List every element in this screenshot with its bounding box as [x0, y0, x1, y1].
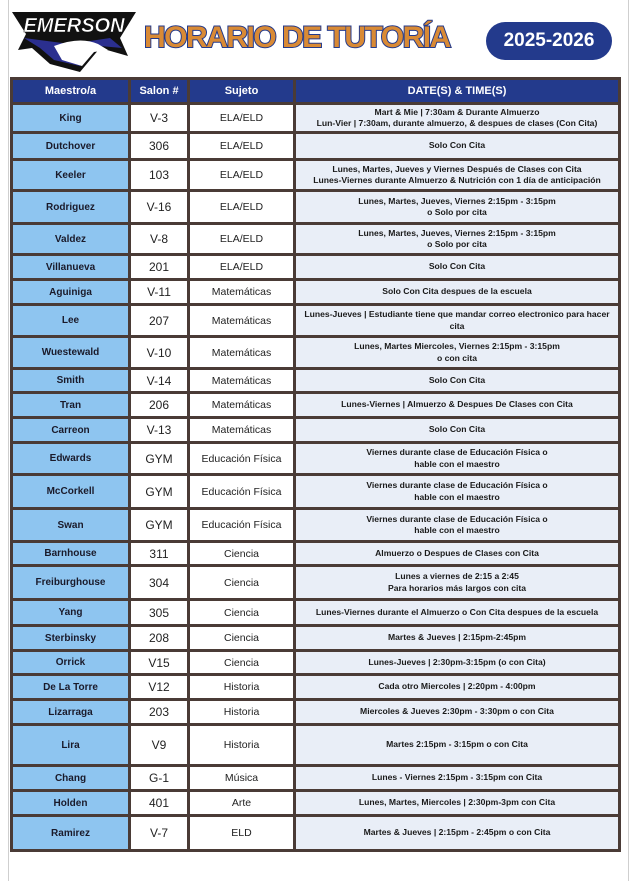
column-header-schedule: DATE(S) & TIME(S)	[295, 79, 620, 104]
table-row	[12, 700, 620, 725]
table-row	[12, 791, 620, 816]
schedule-cell: Viernes durante clase de Educación Física o hable con el maestro	[295, 509, 620, 542]
page-header	[0, 0, 631, 76]
teacher-cell: Carreon	[12, 418, 130, 443]
table-row	[12, 191, 620, 224]
room-cell: V-8	[130, 224, 189, 255]
schedule-cell: Lunes-Jueves | 2:30pm-3:15pm (o con Cita)	[295, 651, 620, 675]
table-header-row	[12, 79, 620, 104]
room-cell: V-16	[130, 191, 189, 224]
teacher-cell: Barnhouse	[12, 542, 130, 566]
schedule-cell: Cada otro Miercoles | 2:20pm - 4:00pm	[295, 675, 620, 700]
subject-cell: ELD	[189, 816, 295, 851]
room-cell: 206	[130, 393, 189, 418]
schedule-cell: Martes 2:15pm - 3:15pm o con Cita	[295, 725, 620, 766]
teacher-cell: King	[12, 104, 130, 133]
subject-cell: Educación Física	[189, 509, 295, 542]
table-row	[12, 104, 620, 133]
schedule-cell: Lunes-Jueves | Estudiante tiene que mandar correo electronico para hacer cita	[295, 305, 620, 337]
teacher-cell: Chang	[12, 766, 130, 791]
room-cell: V15	[130, 651, 189, 675]
schedule-cell: Viernes durante clase de Educación Física o hable con el maestro	[295, 475, 620, 509]
teacher-cell: Freiburghouse	[12, 566, 130, 600]
table-row	[12, 509, 620, 542]
room-cell: 304	[130, 566, 189, 600]
table-row	[12, 305, 620, 337]
subject-cell: Ciencia	[189, 600, 295, 626]
room-cell: V-14	[130, 369, 189, 393]
room-cell: V9	[130, 725, 189, 766]
teacher-cell: Orrick	[12, 651, 130, 675]
room-cell: V12	[130, 675, 189, 700]
room-cell: 306	[130, 133, 189, 160]
subject-cell: Ciencia	[189, 566, 295, 600]
subject-cell: Matemáticas	[189, 418, 295, 443]
schedule-cell: Solo Con Cita	[295, 418, 620, 443]
table-row	[12, 280, 620, 305]
schedule-cell: Lunes a viernes de 2:15 a 2:45 Para horarios más largos con cita	[295, 566, 620, 600]
teacher-cell: Sterbinsky	[12, 626, 130, 651]
room-cell: GYM	[130, 475, 189, 509]
teacher-cell: Swan	[12, 509, 130, 542]
room-cell: 401	[130, 791, 189, 816]
schedule-cell: Lunes-Viernes durante el Almuerzo o Con Cita despues de la escuela	[295, 600, 620, 626]
table-row	[12, 766, 620, 791]
room-cell: 103	[130, 160, 189, 191]
subject-cell: Ciencia	[189, 626, 295, 651]
subject-cell: Música	[189, 766, 295, 791]
schedule-cell: Lunes-Viernes | Almuerzo & Despues De Clases con Cita	[295, 393, 620, 418]
schedule-cell: Lunes, Martes Miercoles, Viernes 2:15pm - 3:15pm o con cita	[295, 337, 620, 369]
column-header-subject: Sujeto	[189, 79, 295, 104]
teacher-cell: De La Torre	[12, 675, 130, 700]
subject-cell: Educación Física	[189, 443, 295, 475]
subject-cell: Matemáticas	[189, 280, 295, 305]
subject-cell: Ciencia	[189, 542, 295, 566]
tutoring-schedule-table	[10, 77, 621, 852]
table-row	[12, 816, 620, 851]
table-row	[12, 369, 620, 393]
table-row	[12, 418, 620, 443]
room-cell: 203	[130, 700, 189, 725]
teacher-cell: Ramirez	[12, 816, 130, 851]
schedule-cell: Martes & Jueves | 2:15pm - 2:45pm o con Cita	[295, 816, 620, 851]
subject-cell: ELA/ELD	[189, 224, 295, 255]
page-title: HORARIO DE TUTORÍA	[144, 21, 450, 54]
subject-cell: ELA/ELD	[189, 255, 295, 280]
room-cell: 305	[130, 600, 189, 626]
teacher-cell: Smith	[12, 369, 130, 393]
table-row	[12, 542, 620, 566]
subject-cell: Matemáticas	[189, 369, 295, 393]
table-row	[12, 725, 620, 766]
table-row	[12, 443, 620, 475]
teacher-cell: Keeler	[12, 160, 130, 191]
schedule-cell: Almuerzo o Despues de Clases con Cita	[295, 542, 620, 566]
teacher-cell: Villanueva	[12, 255, 130, 280]
room-cell: V-3	[130, 104, 189, 133]
room-cell: 208	[130, 626, 189, 651]
subject-cell: Arte	[189, 791, 295, 816]
schedule-cell: Lunes, Martes, Miercoles | 2:30pm-3pm con Cita	[295, 791, 620, 816]
subject-cell: Ciencia	[189, 651, 295, 675]
column-header-room: Salon #	[130, 79, 189, 104]
teacher-cell: Valdez	[12, 224, 130, 255]
teacher-cell: Wuestewald	[12, 337, 130, 369]
table-row	[12, 651, 620, 675]
table-row	[12, 133, 620, 160]
teacher-cell: Lira	[12, 725, 130, 766]
room-cell: 207	[130, 305, 189, 337]
subject-cell: Matemáticas	[189, 393, 295, 418]
emerson-eagle-logo	[10, 8, 138, 74]
schedule-cell: Solo Con Cita	[295, 369, 620, 393]
teacher-cell: Edwards	[12, 443, 130, 475]
room-cell: V-11	[130, 280, 189, 305]
room-cell: 311	[130, 542, 189, 566]
column-header-teacher: Maestro/a	[12, 79, 130, 104]
svg-text:EMERSON: EMERSON	[23, 15, 125, 37]
table-row	[12, 675, 620, 700]
schedule-cell: Solo Con Cita	[295, 255, 620, 280]
subject-cell: ELA/ELD	[189, 160, 295, 191]
subject-cell: Matemáticas	[189, 337, 295, 369]
schedule-cell: Lunes - Viernes 2:15pm - 3:15pm con Cita	[295, 766, 620, 791]
teacher-cell: Dutchover	[12, 133, 130, 160]
table-row	[12, 224, 620, 255]
table-row	[12, 475, 620, 509]
teacher-cell: Aguiniga	[12, 280, 130, 305]
subject-cell: ELA/ELD	[189, 104, 295, 133]
schedule-cell: Solo Con Cita despues de la escuela	[295, 280, 620, 305]
subject-cell: Educación Física	[189, 475, 295, 509]
teacher-cell: Holden	[12, 791, 130, 816]
teacher-cell: Tran	[12, 393, 130, 418]
teacher-cell: Lizarraga	[12, 700, 130, 725]
teacher-cell: Lee	[12, 305, 130, 337]
room-cell: GYM	[130, 509, 189, 542]
schedule-cell: Lunes, Martes, Jueves y Viernes Después de Clases con Cita Lunes-Viernes durante Almuerzo & Nutrición con 1 día de anticipación	[295, 160, 620, 191]
schedule-cell: Mart & Mie | 7:30am & Durante Almuerzo Lun-Vier | 7:30am, durante almuerzo, & despues de clases (Con Cita)	[295, 104, 620, 133]
table-row	[12, 255, 620, 280]
subject-cell: Matemáticas	[189, 305, 295, 337]
subject-cell: Historia	[189, 700, 295, 725]
room-cell: 201	[130, 255, 189, 280]
table-row	[12, 566, 620, 600]
schedule-cell: Viernes durante clase de Educación Física o hable con el maestro	[295, 443, 620, 475]
subject-cell: Historia	[189, 725, 295, 766]
schedule-cell: Miercoles & Jueves 2:30pm - 3:30pm o con Cita	[295, 700, 620, 725]
schedule-cell: Solo Con Cita	[295, 133, 620, 160]
schedule-cell: Lunes, Martes, Jueves, Viernes 2:15pm - 3:15pm o Solo por cita	[295, 224, 620, 255]
table-row	[12, 626, 620, 651]
room-cell: V-13	[130, 418, 189, 443]
table-row	[12, 160, 620, 191]
table-row	[12, 393, 620, 418]
room-cell: V-7	[130, 816, 189, 851]
schedule-cell: Martes & Jueves | 2:15pm-2:45pm	[295, 626, 620, 651]
table-row	[12, 600, 620, 626]
teacher-cell: Rodriguez	[12, 191, 130, 224]
school-year-badge: 2025-2026	[486, 22, 612, 60]
teacher-cell: Yang	[12, 600, 130, 626]
table-row	[12, 337, 620, 369]
schedule-cell: Lunes, Martes, Jueves, Viernes 2:15pm - 3:15pm o Solo por cita	[295, 191, 620, 224]
room-cell: V-10	[130, 337, 189, 369]
subject-cell: ELA/ELD	[189, 191, 295, 224]
subject-cell: Historia	[189, 675, 295, 700]
subject-cell: ELA/ELD	[189, 133, 295, 160]
teacher-cell: McCorkell	[12, 475, 130, 509]
room-cell: G-1	[130, 766, 189, 791]
room-cell: GYM	[130, 443, 189, 475]
